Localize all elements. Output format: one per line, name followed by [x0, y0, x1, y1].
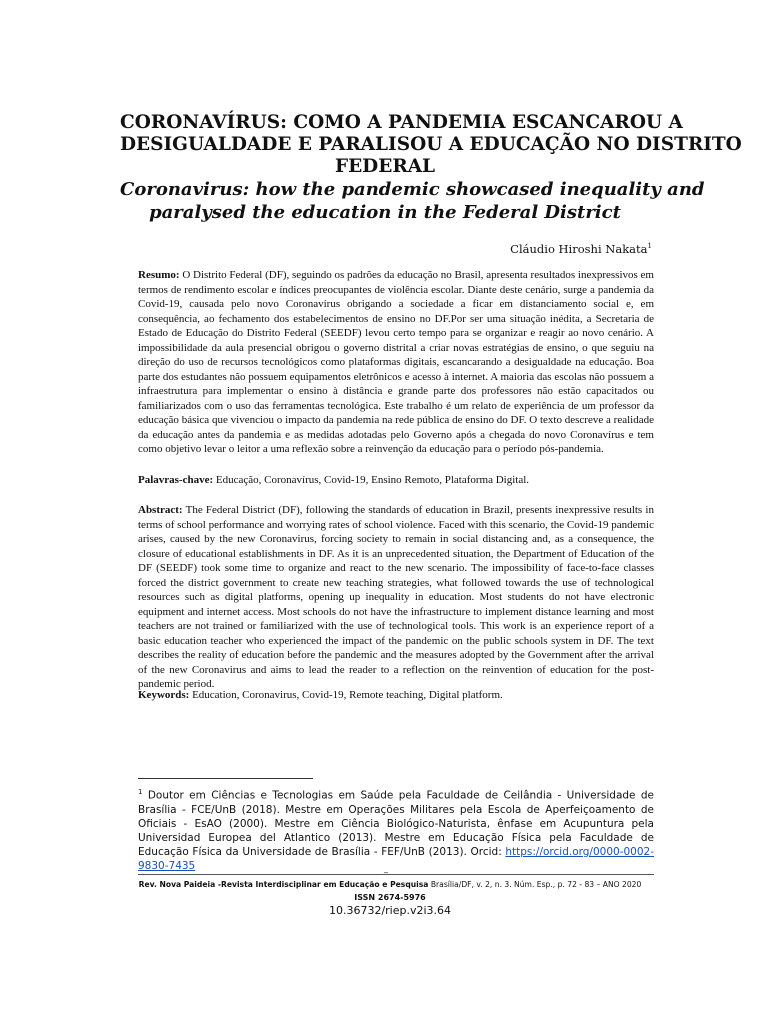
abstract-text: The Federal District (DF), following the standards of education in Brazil, presents inexpressive results in terms of school performance and worrying rates of school violence. Faced with this scenario, the Covid-19 pandemic arises, caused by the new Coronavirus, forcing society to remain in social distancing and, as a consequence, the closure of educational establishments in DF. As it is an unprecedented situation, the Department of Education of the DF (SEEDF) took some time to organize and react to the new scenario. The impossibility of face-to-face classes forced the district government to create new teaching strategies, what followed towards the use of technological resources such as digital platforms, opening up inequality in education. Most students do not have electronic equipment and internet access. Most schools do not have the infrastructure to implement distance learning and most teachers are not trained or familiarized with the use of technological tools. This work is an experience report of a basic education teacher who experienced the impact of the pandemic on the public schools system in DF. The text describes the reality of education before the pandemic and the measures adopted by the Government after the arrival of the new Coronavirus and aims to lead the reader to a reflection on the reinvention of education for the post-pandemic period.: [138, 504, 654, 690]
resumo-label: Resumo:: [138, 269, 180, 281]
journal-details: Brasília/DF, v. 2, n. 3. Núm. Esp., p. 72 - 83 – ANO 2020: [428, 880, 642, 889]
doi-line: 10.36732/riep.v2i3.64: [328, 904, 452, 917]
footnote-mark: 1: [138, 788, 143, 796]
resumo-paragraph: [138, 268, 654, 457]
subtitle-line-1: Coronavirus: how the pandemic showcased inequality and: [120, 179, 705, 200]
paper-subtitle: [120, 178, 705, 224]
keywords-paragraph: [138, 688, 654, 703]
palavras-chave-label: Palavras-chave:: [138, 474, 214, 486]
abstract-paragraph: [138, 503, 654, 692]
keywords-label: Keywords:: [138, 689, 190, 701]
footer-dash: _: [384, 864, 388, 873]
palavras-chave-text: Educação, Coronavírus, Covid-19, Ensino Remoto, Plataforma Digital.: [213, 474, 530, 486]
author-footnote-mark: 1: [647, 242, 652, 251]
author-name: Cláudio Hiroshi Nakata: [510, 242, 648, 256]
footnote: [138, 785, 654, 873]
orcid-link[interactable]: https://orcid.org/0000-0002-9830-7435: [138, 845, 654, 872]
title-line-1: CORONAVÍRUS: COMO A PANDEMIA ESCANCAROU A: [120, 112, 683, 133]
journal-citation: [120, 880, 660, 889]
issn-line: ISSN 2674-5976: [354, 893, 426, 902]
abstract-label: Abstract:: [138, 504, 183, 516]
journal-name: Rev. Nova Paideia -Revista Interdisciplinar em Educação e Pesquisa: [138, 880, 429, 889]
title-line-3: FEDERAL: [334, 156, 436, 177]
title-line-2: DESIGUALDADE E PARALISOU A EDUCAÇÃO NO DISTRITO: [120, 134, 742, 155]
palavras-chave-paragraph: [138, 473, 654, 488]
subtitle-line-2: paralysed the education in the Federal District: [149, 202, 621, 223]
footnote-divider: [138, 778, 313, 779]
keywords-text: Education, Coronavirus, Covid-19, Remote teaching, Digital platform.: [189, 689, 503, 701]
footer-divider: [138, 874, 654, 875]
resumo-text: O Distrito Federal (DF), seguindo os padrões da educação no Brasil, apresenta resultados inexpressivos em termos de rendimento escolar e índices preocupantes de violência escolar. Diante deste cenário, surge a pandemia da Covid-19, causada pelo novo Coronavírus obrigando a sociedade a ficar em distanciamento social e, em consequência, ao fechamento dos estabelecimentos de ensino no DF.Por ser uma situação inédita, a Secretaria de Estado de Educação do Distrito Federal (SEEDF) levou certo tempo para se organizar e reagir ao novo cenário. A impossibilidade da aula presencial obrigou o governo distrital a criar novas estratégias de ensino, o que seguiu na direção do uso de recursos tecnológicos como plataformas digitais, escancarando a desigualdade na educação. Boa parte dos estudantes não possuem equipamentos eletrônicos e acesso à internet. A maioria das escolas não possuem a infraestrutura para implementar o ensino à distância e grande parte dos professores não estão capacitados ou familiarizados com o uso das ferramentas tecnológica. Este trabalho é um relato de experiência de um professor da educação básica que vivenciou o impacto da pandemia na rede pública de ensino do DF. O texto descreve a realidade da educação antes da pandemia e as medidas adotadas pelo Governo após a chegada do novo Coronavírus e tem como objetivo levar o leitor a uma reflexão sobre a reinvenção da educação para o período pós-pandemia.: [138, 269, 654, 455]
footnote-text: Doutor em Ciências e Tecnologias em Saúde pela Faculdade de Ceilândia - Universidade de Brasília - FCE/UnB (2018). Mestre em Operações Militares pela Escola de Aperfeiçoamento de Oficiais - EsAO (2000). Mestre em Ciência Biológico-Naturista, ênfase em Acupuntura pela Universidad Europea del Atlantico (2013). Mestre em Educação Física pela Faculdade de Educação Física da Universidade de Brasília - FEF/UnB (2013). Orcid:: [138, 789, 654, 858]
paper-title: [120, 112, 742, 178]
author-line: [510, 242, 652, 256]
